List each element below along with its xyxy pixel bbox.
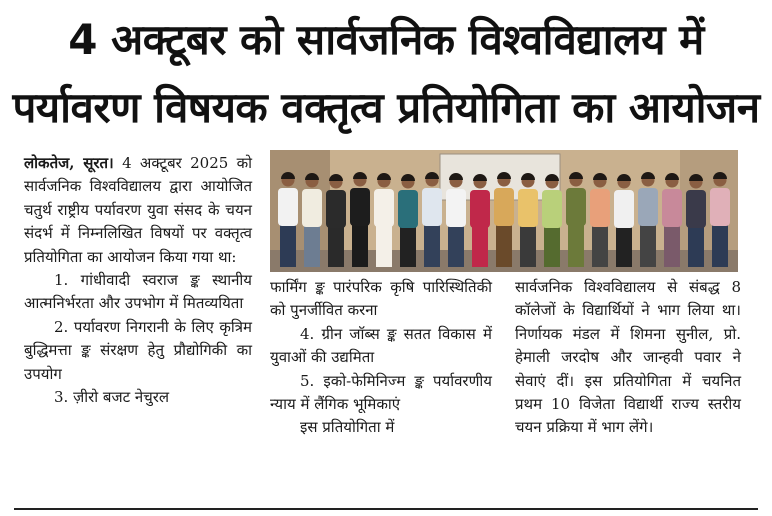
- headline-line-1: 4 अक्टूबर को सार्वजनिक विश्वविद्यालय में: [68, 15, 704, 64]
- competition-paragraph-end: सार्वजनिक विश्वविद्यालय से संबद्ध 8 कॉलेजों के विद्यार्थियों ने भाग लिया था। निर्णायक मंडल में शिमना सुनील, प्रो. हेमाली जरदोष और जान्हवी पवार ने सेवाएं दीं। इस प्रतियोगिता में चयनित प्रथम 10 विजेता विद्यार्थी राज्य स्तरीय चयन प्रक्रिया में भाग लेंगे।: [515, 278, 741, 437]
- group-photo-illustration: [270, 150, 738, 272]
- topic-item-1: 1. गांधीवादी स्वराज ङ्क स्थानीय आत्मनिर्भरता और उपभोग में मितव्ययिता: [24, 271, 252, 313]
- page-bottom-rule: [14, 508, 758, 510]
- topic-item-3-continued: फार्मिंग ङ्क पारंपरिक कृषि पारिस्थितिकी को पुनर्जीवित करना: [270, 278, 492, 320]
- competition-paragraph-start: इस प्रतियोगिता में: [300, 418, 395, 437]
- topic-item-4: 4. ग्रीन जॉब्स ङ्क सतत विकास में युवाओं की उद्यमिता: [270, 324, 492, 367]
- event-group-photo: [270, 150, 738, 272]
- topic-item-3: 3. ज़ीरो बजट नेचुरल: [54, 388, 170, 407]
- topic-item-2: 2. पर्यावरण निगरानी के लिए कृत्रिम बुद्धिमत्ता ङ्क संरक्षण हेतु प्रौद्योगिकी का उपयोग: [24, 317, 252, 383]
- article-column-3: [515, 276, 741, 440]
- topic-item-5: 5. इको-फेमिनिज्म ङ्क पर्यावरणीय न्याय में लैंगिक भूमिकाएं: [270, 371, 492, 414]
- intro-paragraph: [24, 152, 252, 269]
- article-column-1: [24, 152, 252, 409]
- intro-text: 4 अक्टूबर 2025 को सार्वजनिक विश्वविद्यालय द्वारा आयोजित चतुर्थ राष्ट्रीय पर्यावरण युवा संसद के चयन संदर्भ में निम्नलिखित विषयों पर वक्तृत्व प्रतियोगिता का आयोजन किया गया था:: [24, 154, 252, 266]
- headline-line-2: पर्यावरण विषयक वक्तृत्व प्रतियोगिता का आयोजन: [12, 83, 760, 132]
- dateline: लोकतेज, सूरत।: [24, 154, 114, 172]
- article-column-2: [270, 276, 492, 440]
